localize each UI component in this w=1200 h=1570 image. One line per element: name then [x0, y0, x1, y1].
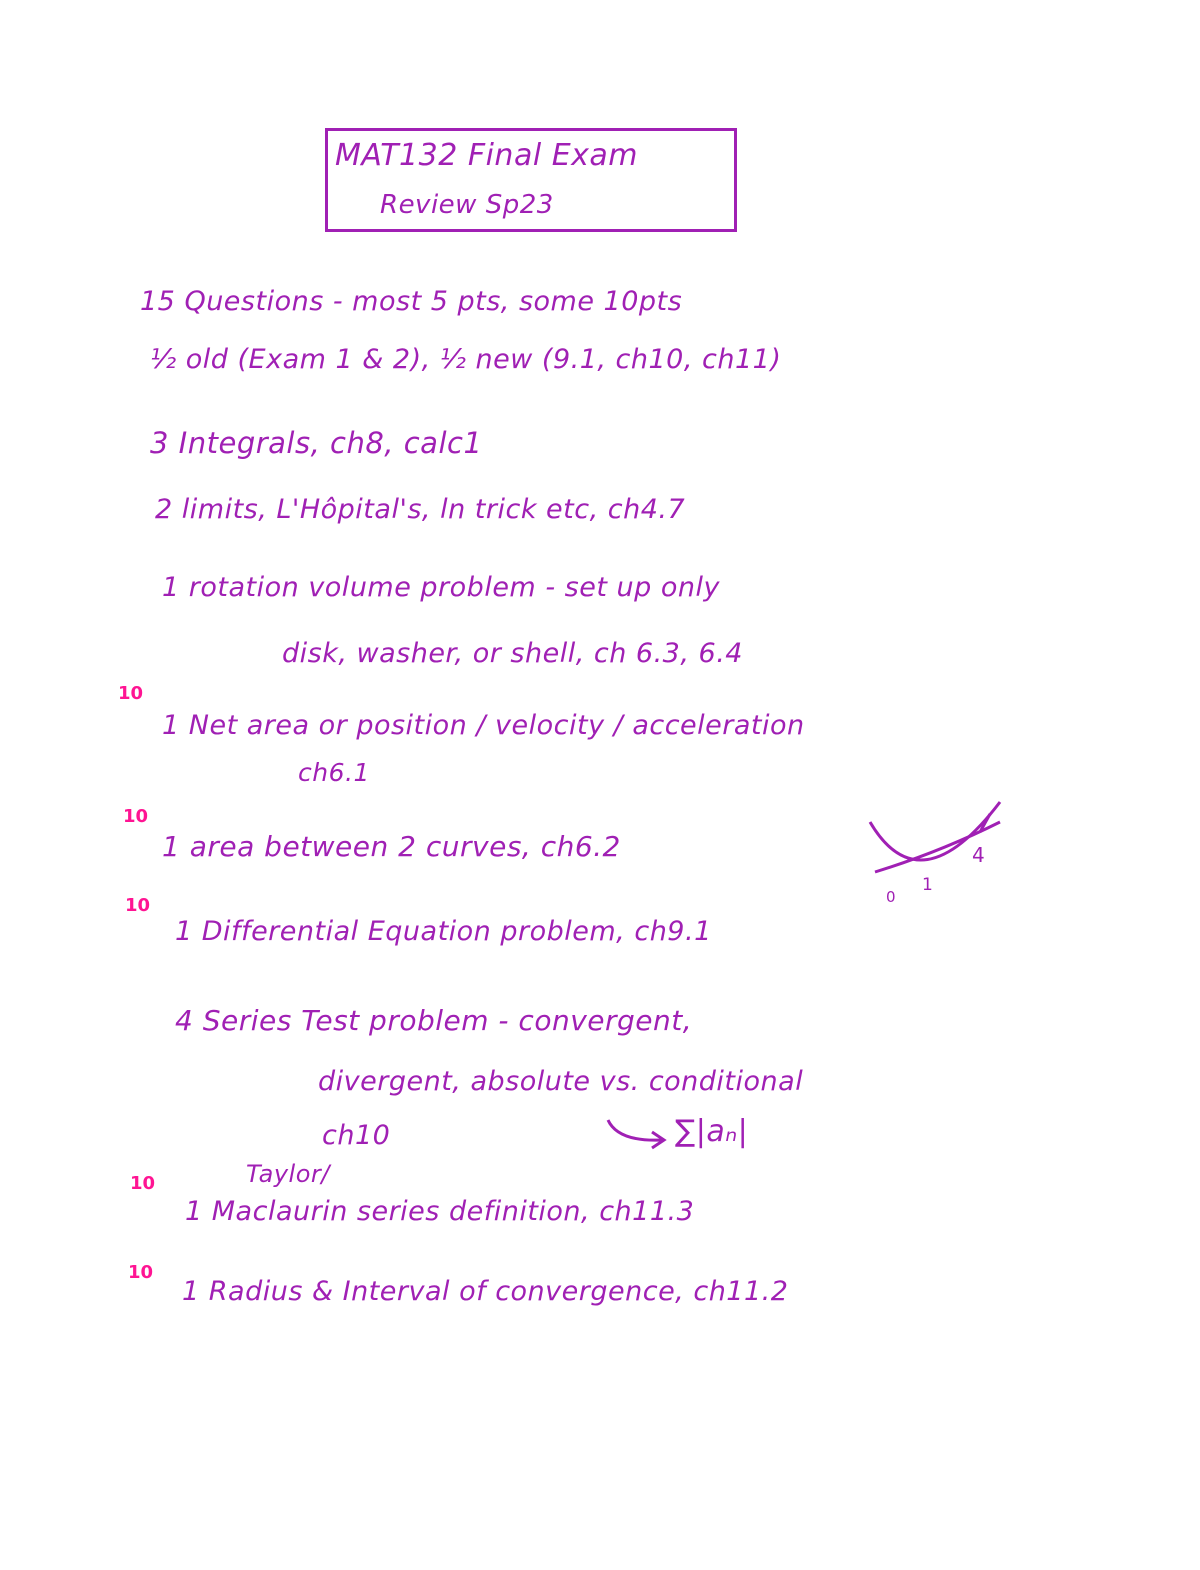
- net-area-line: 1 Net area or position / velocity / acceleration: [162, 710, 805, 741]
- integrals-line: 3 Integrals, ch8, calc1: [150, 426, 483, 460]
- points-area-between: 10: [123, 806, 149, 827]
- rotation-sub-line: disk, washer, or shell, ch 6.3, 6.4: [282, 638, 743, 669]
- points-maclaurin: 10: [130, 1173, 156, 1194]
- net-area-sub-line: ch6.1: [298, 758, 370, 787]
- questions-line: 15 Questions - most 5 pts, some 10pts: [140, 286, 683, 317]
- series-sub-line-1: divergent, absolute vs. conditional: [318, 1066, 804, 1097]
- sketch-label-0: 0: [886, 888, 896, 906]
- area-between-line: 1 area between 2 curves, ch6.2: [162, 830, 621, 863]
- limits-line: 2 limits, L'Hôpital's, ln trick etc, ch4.7: [155, 494, 686, 525]
- points-differential: 10: [125, 895, 151, 916]
- taylor-note: Taylor/: [246, 1160, 330, 1188]
- arrow-icon: [600, 1114, 680, 1154]
- title-line-2: Review Sp23: [380, 190, 554, 220]
- points-radius: 10: [128, 1262, 154, 1283]
- title-line-1: MAT132 Final Exam: [335, 138, 639, 173]
- maclaurin-line: 1 Maclaurin series definition, ch11.3: [185, 1196, 695, 1227]
- abs-series-sum: ∑|aₙ|: [675, 1114, 749, 1149]
- halves-line: ½ old (Exam 1 & 2), ½ new (9.1, ch10, ch11): [150, 344, 782, 375]
- sketch-label-4: 4: [972, 843, 985, 867]
- rotation-line: 1 rotation volume problem - set up only: [162, 572, 720, 603]
- radius-line: 1 Radius & Interval of convergence, ch11.2: [182, 1276, 789, 1307]
- series-sub-line-2: ch10: [322, 1120, 391, 1151]
- differential-line: 1 Differential Equation problem, ch9.1: [175, 916, 712, 947]
- points-net-area: 10: [118, 683, 144, 704]
- series-line: 4 Series Test problem - convergent,: [175, 1004, 693, 1037]
- curves-sketch: [860, 792, 1010, 907]
- sketch-label-1: 1: [922, 875, 933, 895]
